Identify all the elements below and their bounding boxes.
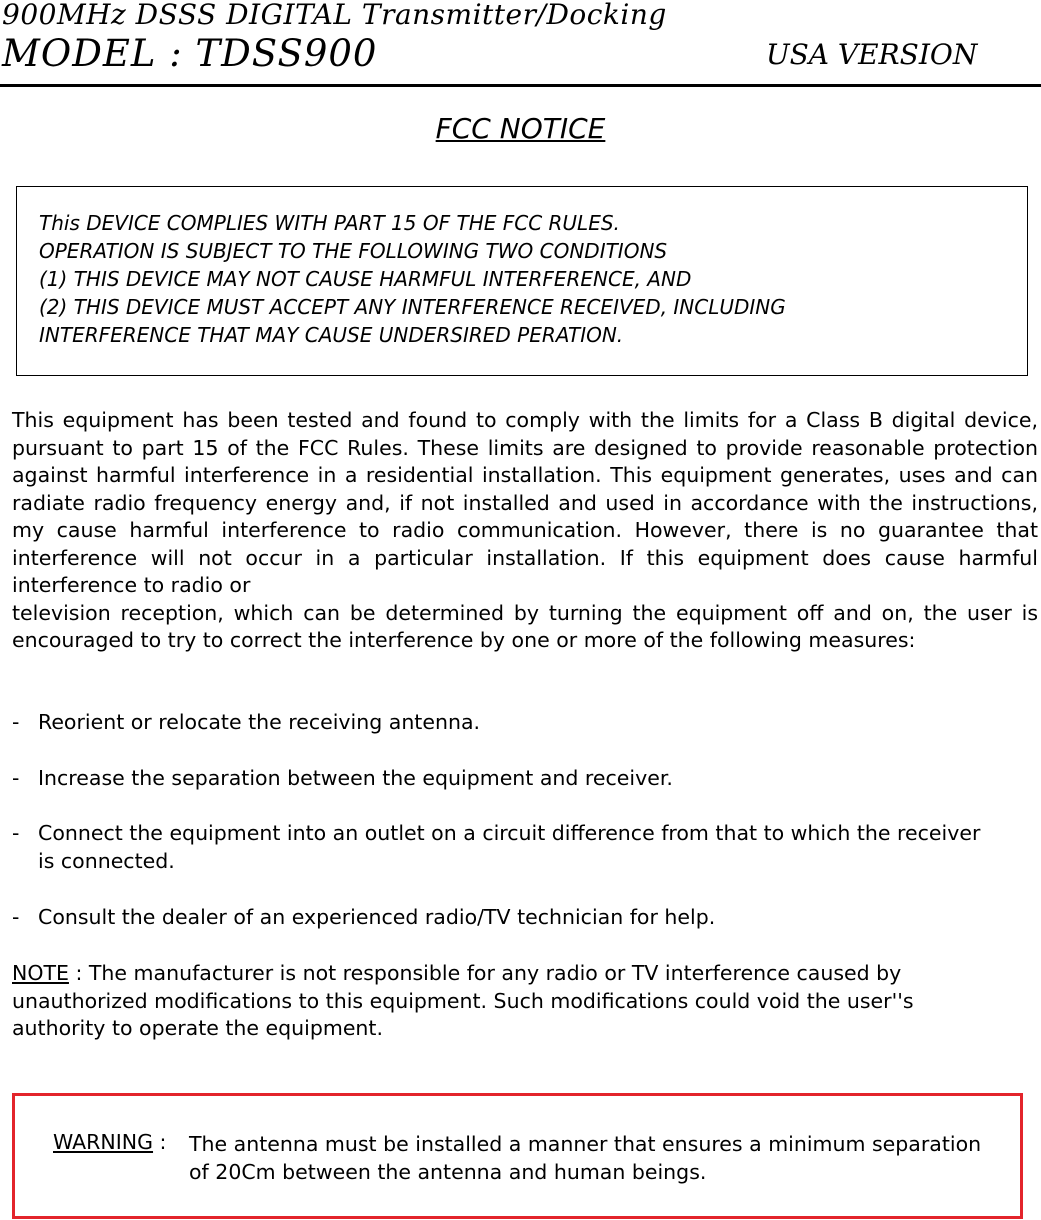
compliance-line: OPERATION IS SUBJECT TO THE FOLLOWING TWO CONDITIONS (39, 239, 668, 263)
bullet-dash: - (12, 905, 20, 929)
body-paragraph-part1: This equipment has been tested and found to comply with the limits for a Class B digital device, pursuant to part 15 of the FCC Rules. These limits are designed to provide reasonable protection against harmful interference in a residential installation. This equipment generates, uses and can radiate radio frequency energy and, if not installed and used in accordance with the instructions, my cause harmful interference to radio communication. However, there is no guarantee that interference will not occur in a particular installation. If this equipment does cause harmful interference to radio or (12, 408, 1038, 597)
measure-text: Increase the separation between the equipment and receiver. (38, 766, 673, 790)
note-separator: : (68, 961, 89, 985)
note-label: NOTE (12, 961, 69, 985)
compliance-line: INTERFERENCE THAT MAY CAUSE UNDERSIRED PERATION. (39, 323, 624, 347)
page-title: FCC NOTICE (435, 112, 606, 145)
header-divider (0, 84, 1041, 87)
compliance-line: This DEVICE COMPLIES WITH PART 15 OF THE FCC RULES. (39, 211, 620, 235)
compliance-line: (2) THIS DEVICE MUST ACCEPT ANY INTERFERENCE RECEIVED, INCLUDING (39, 295, 786, 319)
compliance-line: (1) THIS DEVICE MAY NOT CAUSE HARMFUL INTERFERENCE, AND (39, 267, 692, 291)
measure-text: Reorient or relocate the receiving antenna. (38, 710, 481, 734)
warning-separator: : (153, 1130, 167, 1154)
body-paragraph (12, 407, 1038, 655)
compliance-box (16, 186, 1028, 376)
compliance-text (39, 209, 786, 349)
note-text: The manufacturer is not responsible for any radio or TV interference caused by unauthorized modifications to this equipment. Such modifications could void the user''s authority to operate the equipment. (12, 961, 914, 1040)
measure-text: Consult the dealer of an experienced radio/TV technician for help. (38, 905, 716, 929)
bullet-dash: - (12, 710, 20, 734)
warning-label-group (53, 1130, 166, 1154)
warning-box (12, 1093, 1023, 1219)
warning-label: WARNING (53, 1130, 154, 1154)
version-label: USA VERSION (766, 38, 978, 71)
measure-text: Connect the equipment into an outlet on a circuit difference from that to which the receiver is connected. (38, 821, 981, 873)
bullet-dash: - (12, 821, 20, 845)
warning-text: The antenna must be installed a manner that ensures a minimum separation of 20Cm between the antenna and human beings. (189, 1132, 982, 1184)
body-paragraph-part2: television reception, which can be determined by turning the equipment off and on, the user is encouraged to try to correct the interference by one or more of the following measures: (12, 600, 1038, 652)
product-title: 900MHz DSSS DIGITAL Transmitter/Docking (2, 0, 667, 31)
model-title: MODEL : TDSS900 (2, 32, 378, 75)
bullet-dash: - (12, 766, 20, 790)
note-paragraph (12, 960, 1012, 1043)
